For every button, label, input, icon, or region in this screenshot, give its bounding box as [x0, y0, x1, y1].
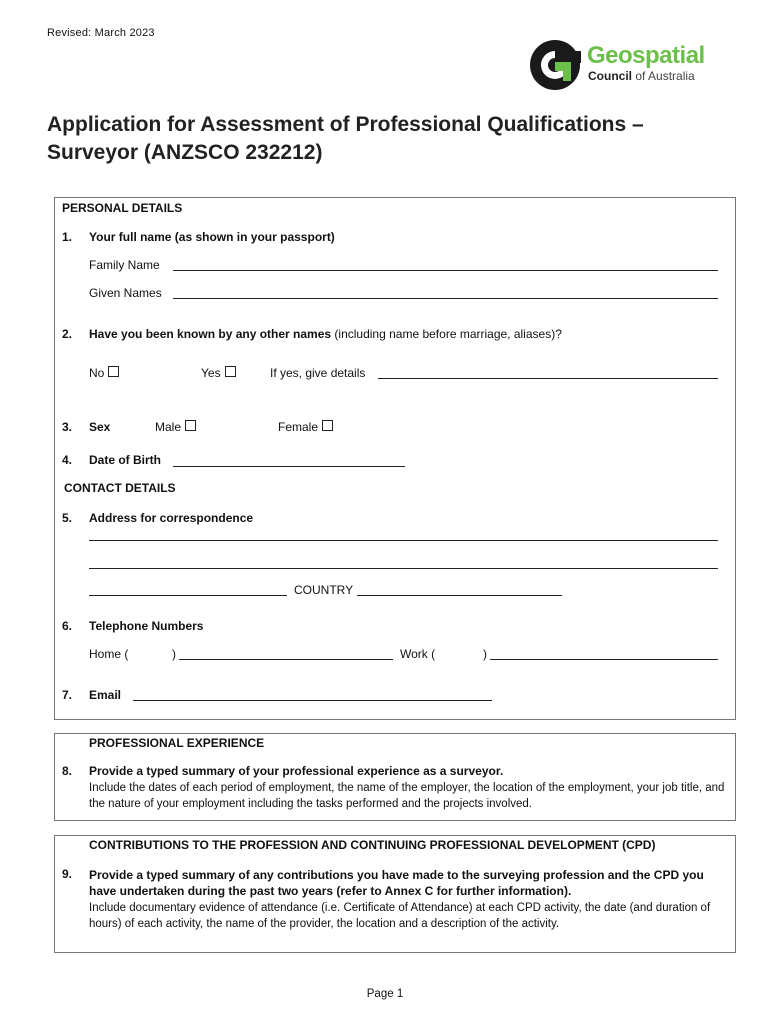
address-line-3[interactable]	[89, 595, 287, 596]
contact-details-heading: CONTACT DETAILS	[64, 481, 176, 495]
q9-instructions: Include documentary evidence of attendance (i.e. Certificate of Attendance) at each CPD activity, the date (and duration of hours) of each activity, the name of the provider, the location and a description of the activity.	[89, 902, 711, 930]
q7-number: 7.	[62, 688, 73, 702]
email-field[interactable]	[133, 700, 492, 701]
yes-checkbox[interactable]	[225, 366, 236, 377]
q6-number: 6.	[62, 619, 73, 633]
q5-number: 5.	[62, 511, 73, 525]
sex-female-option[interactable]: Female	[278, 420, 333, 434]
page-number: Page 1	[366, 988, 404, 1000]
q1-text: Your full name (as shown in your passport)	[89, 230, 335, 244]
geospatial-logo-icon	[529, 38, 585, 94]
work-phone-field[interactable]	[490, 659, 718, 660]
professional-experience-heading: PROFESSIONAL EXPERIENCE	[89, 736, 265, 750]
family-name-label: Family Name	[89, 258, 160, 272]
home-phone-field[interactable]	[179, 659, 393, 660]
q5-text: Address for correspondence	[89, 511, 254, 525]
q8-number: 8.	[62, 764, 73, 778]
page-title: Application for Assessment of Professional Qualifications – Surveyor (ANZSCO 232212)	[47, 113, 644, 164]
date-of-birth-field[interactable]	[173, 466, 405, 467]
q3-number: 3.	[62, 420, 73, 434]
family-name-field[interactable]	[173, 270, 718, 271]
no-checkbox[interactable]	[108, 366, 119, 377]
female-checkbox[interactable]	[322, 420, 333, 431]
logo-subtitle: Council of Australia	[588, 69, 695, 83]
revised-date: Revised: March 2023	[47, 27, 155, 39]
q1-number: 1.	[62, 230, 73, 244]
q8-text: Provide a typed summary of your professional experience as a surveyor.	[89, 764, 504, 778]
address-line-1[interactable]	[89, 540, 718, 541]
other-names-no-option[interactable]: No	[89, 366, 119, 380]
q8-instructions: Include the dates of each period of employment, the name of the employer, the location of the employment, your job title, and the nature of your employment including the tasks performed and the projects involved.	[89, 782, 725, 810]
cpd-heading: CONTRIBUTIONS TO THE PROFESSION AND CONTINUING PROFESSIONAL DEVELOPMENT (CPD)	[89, 838, 656, 852]
country-field[interactable]	[357, 595, 562, 596]
given-names-label: Given Names	[89, 286, 162, 300]
q3-text: Sex	[89, 420, 111, 434]
country-label: COUNTRY	[294, 583, 354, 597]
q7-text: Email	[89, 688, 122, 702]
home-phone-close: )	[172, 647, 176, 661]
other-names-details-label: If yes, give details	[270, 366, 366, 380]
home-phone-label: Home (	[89, 647, 129, 661]
given-names-field[interactable]	[173, 298, 718, 299]
q6-text: Telephone Numbers	[89, 619, 204, 633]
logo-wordmark: Geospatial	[587, 42, 705, 69]
male-checkbox[interactable]	[185, 420, 196, 431]
q9-text: Provide a typed summary of any contributions you have made to the surveying profession and the CPD you have undertaken during the past two years (refer to Annex C for further information).	[89, 868, 704, 898]
other-names-details-field[interactable]	[378, 378, 718, 379]
work-phone-close: )	[483, 647, 487, 661]
personal-details-heading: PERSONAL DETAILS	[62, 201, 183, 215]
sex-male-option[interactable]: Male	[155, 420, 196, 434]
other-names-yes-option[interactable]: Yes	[201, 366, 236, 380]
q4-number: 4.	[62, 453, 73, 467]
q4-text: Date of Birth	[89, 453, 161, 467]
q2-number: 2.	[62, 327, 73, 341]
address-line-2[interactable]	[89, 568, 718, 569]
q2-text: Have you been known by any other names (including name before marriage, aliases)?	[89, 327, 562, 341]
work-phone-label: Work (	[400, 647, 436, 661]
q9-number: 9.	[62, 867, 73, 881]
